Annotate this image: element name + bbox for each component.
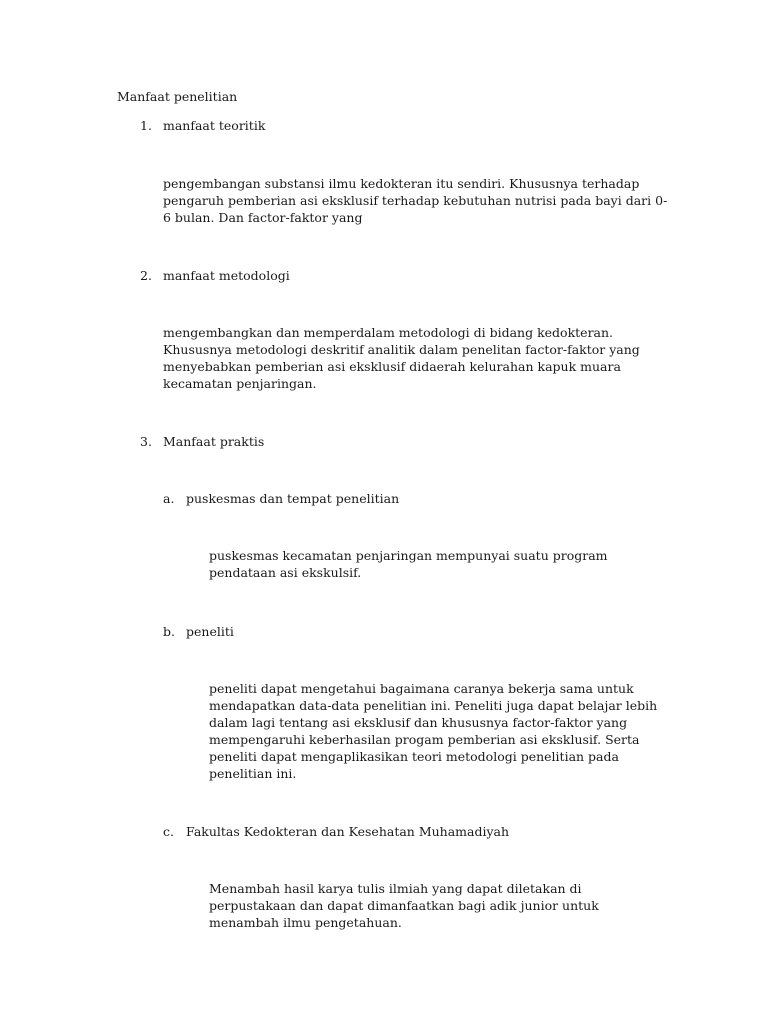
- paragraph-line: pendataan asi ekskulsif.: [209, 565, 362, 580]
- paragraph-manfaat-teoritik: [163, 175, 667, 226]
- paragraph-line: mendapatkan data-data penelitian ini. Peneliti juga dapat belajar lebih: [209, 698, 658, 713]
- paragraph-line: mempengaruhi keberhasilan progam pemberian asi eksklusif. Serta: [209, 732, 640, 747]
- paragraph-line: peneliti dapat mengaplikasikan teori metodologi penelitian pada: [209, 749, 619, 764]
- subitem-letter-b: b.: [163, 624, 175, 639]
- item-number-2: 2.: [140, 268, 152, 283]
- paragraph-puskesmas: [209, 547, 608, 581]
- paragraph-line: perpustakaan dan dapat dimanfaatkan bagi adik junior untuk: [209, 898, 599, 913]
- subitem-title-fakultas: Fakultas Kedokteran dan Kesehatan Muhamadiyah: [186, 824, 510, 839]
- item-number-3: 3.: [140, 434, 152, 449]
- paragraph-line: kecamatan penjaringan.: [163, 376, 317, 391]
- item-title-manfaat-metodologi: manfaat metodologi: [163, 268, 290, 283]
- paragraph-manfaat-metodologi: [163, 324, 640, 392]
- paragraph-line: peneliti dapat mengetahui bagaimana caranya bekerja sama untuk: [209, 681, 634, 696]
- item-title-manfaat-teoritik: manfaat teoritik: [163, 118, 266, 133]
- paragraph-line: 6 bulan. Dan factor-faktor yang: [163, 210, 363, 225]
- subitem-title-puskesmas: puskesmas dan tempat penelitian: [186, 491, 400, 506]
- item-title-manfaat-praktis: Manfaat praktis: [163, 434, 265, 449]
- subitem-letter-c: c.: [163, 824, 174, 839]
- paragraph-peneliti: [209, 680, 657, 782]
- paragraph-line: Menambah hasil karya tulis ilmiah yang dapat diletakan di: [209, 881, 582, 896]
- paragraph-line: puskesmas kecamatan penjaringan mempunyai suatu program: [209, 548, 608, 563]
- paragraph-line: penelitian ini.: [209, 766, 297, 781]
- paragraph-line: dalam lagi tentang asi eksklusif dan khususnya factor-faktor yang: [209, 715, 628, 730]
- subitem-letter-a: a.: [163, 491, 175, 506]
- paragraph-line: menyebabkan pemberian asi eksklusif didaerah kelurahan kapuk muara: [163, 359, 621, 374]
- paragraph-line: pengembangan substansi ilmu kedokteran itu sendiri. Khususnya terhadap: [163, 176, 640, 191]
- paragraph-fakultas: [209, 880, 599, 931]
- paragraph-line: Khususnya metodologi deskritif analitik dalam penelitan factor-faktor yang: [163, 342, 640, 357]
- paragraph-line: menambah ilmu pengetahuan.: [209, 915, 402, 930]
- section-heading: Manfaat penelitian: [117, 89, 238, 104]
- item-number-1: 1.: [140, 118, 152, 133]
- subitem-title-peneliti: peneliti: [186, 624, 234, 639]
- paragraph-line: mengembangkan dan memperdalam metodologi di bidang kedokteran.: [163, 325, 614, 340]
- paragraph-line: pengaruh pemberian asi eksklusif terhadap kebutuhan nutrisi pada bayi dari 0-: [163, 193, 668, 208]
